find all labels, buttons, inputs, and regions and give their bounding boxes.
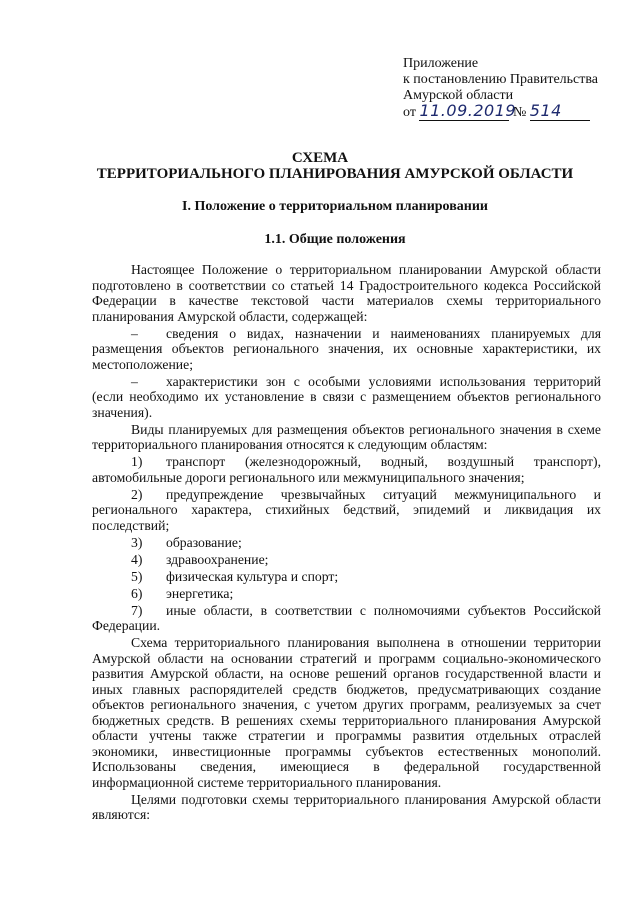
- date-prefix: от: [403, 105, 416, 120]
- list-item: [92, 586, 601, 602]
- number-field: [529, 101, 590, 121]
- list-item: [92, 569, 601, 585]
- document-title: СХЕМА: [291, 150, 349, 166]
- number-prefix: №: [512, 105, 527, 120]
- list-text: энергетика;: [166, 585, 234, 601]
- list-text: характеристики зон с особыми условиями использования территорий (если необходимо их установление в связи с размещением объектов регионального значения).: [92, 373, 601, 420]
- paragraph-goals: Целями подготовки схемы территориального планирования Амурской области являются:: [92, 791, 601, 822]
- list-marker: –: [131, 373, 138, 389]
- list-marker: 7): [131, 602, 143, 618]
- list-item: [92, 326, 601, 373]
- appendix-date-number: [403, 101, 598, 121]
- list-marker: 3): [131, 534, 143, 550]
- list-marker: 1): [131, 454, 143, 469]
- list-marker: –: [131, 325, 138, 341]
- list-item: [92, 454, 601, 485]
- list-text: сведения о видах, назначении и наименованиях планируемых для размещения объектов регионального значения, их основные характеристики, их местоположение;: [92, 325, 601, 372]
- appendix-region: Амурской области: [403, 88, 514, 103]
- list-text: иные области, в соответствии с полномочиями субъектов Российской Федерации.: [92, 602, 601, 633]
- paragraph-areas-intro: Виды планируемых для размещения объектов регионального значения в схеме территориального планирования относятся к следующим областям:: [92, 421, 601, 452]
- list-item: [92, 603, 601, 634]
- handwritten-date: 11.09.2019: [419, 101, 517, 120]
- document-body: [92, 262, 601, 824]
- list-marker: 2): [131, 486, 143, 502]
- paragraph-intro: Настоящее Положение о территориальном планировании Амурской области подготовлено в соответствии со статьей 14 Градостроительного кодекса Российской Федерации в качестве текстовой части материалов схемы территориального планирования Амурской области, содержащей:: [92, 262, 601, 324]
- date-field: [419, 101, 517, 121]
- handwritten-number: 514: [529, 101, 562, 120]
- list-text: образование;: [166, 534, 242, 550]
- paragraph-basis: Схема территориального планирования выполнена в отношении территории Амурской области на основании стратегий и программ социально-экономического развития Амурской области, на основе решений органов государственной власти и иных главных распорядителей средств бюджетов, предусматривающих создание объектов регионального значения, с учетом других программ, реализуемых за счет бюджетных средств. В решениях схемы территориального планирования Амурской области учтены также стратегии и программы развития отдельных отраслей экономики, инвестиционные программы субъектов естественных монополий. Использованы сведения, имеющиеся в федеральной государственной информационной системе территориального планирования.: [92, 635, 601, 790]
- list-text: здравоохранение;: [166, 551, 269, 567]
- list-item: [92, 552, 601, 568]
- appendix-resolution: к постановлению Правительства: [403, 72, 599, 87]
- list-marker: 6): [131, 585, 143, 601]
- list-marker: 5): [131, 568, 143, 584]
- list-marker: 4): [131, 551, 143, 567]
- appendix-block: [403, 56, 598, 121]
- appendix-title: Приложение: [403, 56, 479, 71]
- list-item: [92, 487, 601, 534]
- section-heading: I. Положение о территориальном планировании: [182, 199, 488, 214]
- list-text: физическая культура и спорт;: [166, 568, 339, 584]
- document-subtitle: ТЕРРИТОРИАЛЬНОГО ПЛАНИРОВАНИЯ АМУРСКОЙ ОБЛАСТИ: [96, 166, 574, 182]
- list-text: транспорт (железнодорожный, водный, воздушный транспорт), автомобильные дороги регионального или межмуниципального значения;: [92, 454, 601, 485]
- subsection-heading: 1.1. Общие положения: [264, 232, 406, 247]
- list-item: [92, 374, 601, 421]
- list-text: предупреждение чрезвычайных ситуаций межмуниципального и регионального характера, стихийных бедствий, эпидемий и ликвидация их последствий;: [92, 486, 601, 533]
- list-item: [92, 535, 601, 551]
